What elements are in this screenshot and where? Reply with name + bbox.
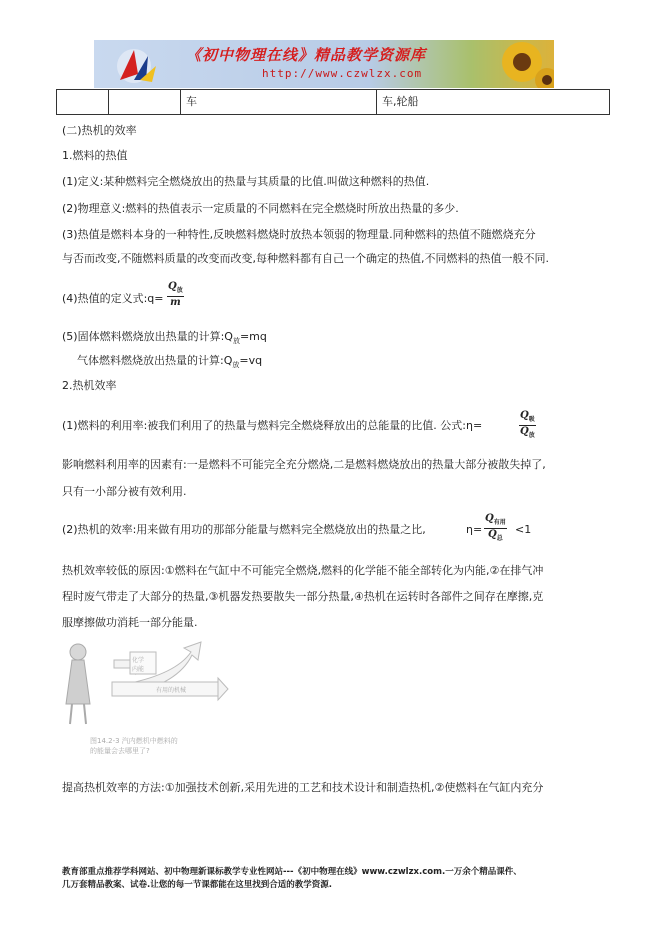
page-footer — [62, 866, 622, 892]
comparison-table-row — [56, 89, 610, 115]
low-efficiency-reasons-line: 服摩擦做功消耗一部分能量. — [62, 616, 198, 629]
footer-line: 教育部重点推荐学科网站、初中物理新课标教学专业性网站---《初中物理在线》www.czwlzx.com.一万余个精品课件、 — [62, 867, 522, 877]
heat-value-formula-label: (4)热值的定义式:q= — [62, 292, 164, 305]
engine-efficiency-eta: η= — [466, 523, 483, 536]
site-logo-icon — [112, 44, 162, 86]
banner-url[interactable]: http://www.czwlzx.com — [262, 67, 423, 80]
gas-fuel-formula: 气体燃料燃烧放出热量的计算$:Q_放=vq$ — [77, 354, 263, 370]
fuel-utilization-text: (1)燃料的利用率:被我们利用了的热量与燃料完全燃烧释放出的总能量的比值. 公式:η= — [62, 419, 483, 432]
banner-title: 《初中物理在线》精品教学资源库 — [186, 46, 427, 64]
improve-efficiency-line: 提高热机效率的方法:①加强技术创新,采用先进的工艺和技术设计和制造热机,②使燃料在气缸内充分 — [62, 781, 544, 794]
utilization-fraction: $Q_吸$ $Q_放$ — [520, 410, 535, 439]
engine-efficiency-tail: <1 — [515, 523, 532, 536]
low-efficiency-reasons-line: 热机效率较低的原因:①燃料在气缸中不可能完全燃烧,燃料的化学能不能全部转化为内能,②在排气冲 — [62, 564, 544, 577]
heat-value-fraction: $Q_放$ m — [168, 281, 183, 308]
fuel-heat-heading: 1.燃料的热值 — [62, 149, 128, 162]
figure-caption: 的能量会去哪里了? — [90, 747, 150, 755]
solid-fuel-formula: (5)固体燃料燃烧放出热量的计算$:Q_放=mq$ — [62, 330, 267, 346]
figure-arrow-label: 有用的机械 — [156, 687, 187, 694]
fuel-heat-meaning: (2)物理意义:燃料的热值表示一定质量的不同燃料在完全燃烧时所放出热量的多少. — [62, 202, 459, 215]
sunflower-icon — [492, 40, 554, 88]
table-cell: 车 — [181, 90, 377, 114]
engine-efficiency-text: (2)热机的效率:用来做有用功的那部分能量与燃料完全燃烧放出的热量之比, — [62, 523, 426, 536]
energy-flow-figure — [56, 634, 236, 764]
footer-line: 几万套精品教案、试卷.让您的每一节课都能在这里找到合适的教学资源. — [62, 880, 332, 890]
fuel-heat-property-line: 与否而改变,不随燃料质量的改变而改变,每种燃料都有自己一个确定的热值,不同燃料的热值一般不同. — [62, 252, 549, 265]
header-banner — [94, 40, 554, 88]
table-cell — [109, 90, 181, 114]
low-efficiency-reasons-line: 程时废气带走了大部分的热量,③机器发热要散失一部分热量,④热机在运转时各部件之间存在摩擦,克 — [62, 590, 544, 603]
table-cell — [57, 90, 109, 114]
utilization-factors-line: 只有一小部分被有效利用. — [62, 485, 187, 498]
utilization-factors-line: 影响燃料利用率的因素有:一是燃料不可能完全充分燃烧,二是燃料燃烧放出的热量大部分被散失掉了, — [62, 458, 546, 471]
figure-box-label: 化学 — [132, 657, 145, 664]
section-heading: (二)热机的效率 — [62, 124, 137, 137]
efficiency-heading: 2.热机效率 — [62, 379, 117, 392]
fuel-heat-definition: (1)定义:某种燃料完全燃烧放出的热量与其质量的比值.叫做这种燃料的热值. — [62, 175, 430, 188]
figure-box-label: 内能 — [132, 666, 145, 673]
table-cell: 车,轮船 — [382, 95, 419, 108]
engine-efficiency-fraction: $Q_{有用}$ $Q_总$ — [485, 513, 506, 542]
figure-caption: 图14.2-3 汽内燃机中燃料的 — [90, 737, 178, 745]
fuel-heat-property-line: (3)热值是燃料本身的一种特性,反映燃料燃烧时放热本领弱的物理量.同种燃料的热值不随燃烧充分 — [62, 228, 536, 241]
